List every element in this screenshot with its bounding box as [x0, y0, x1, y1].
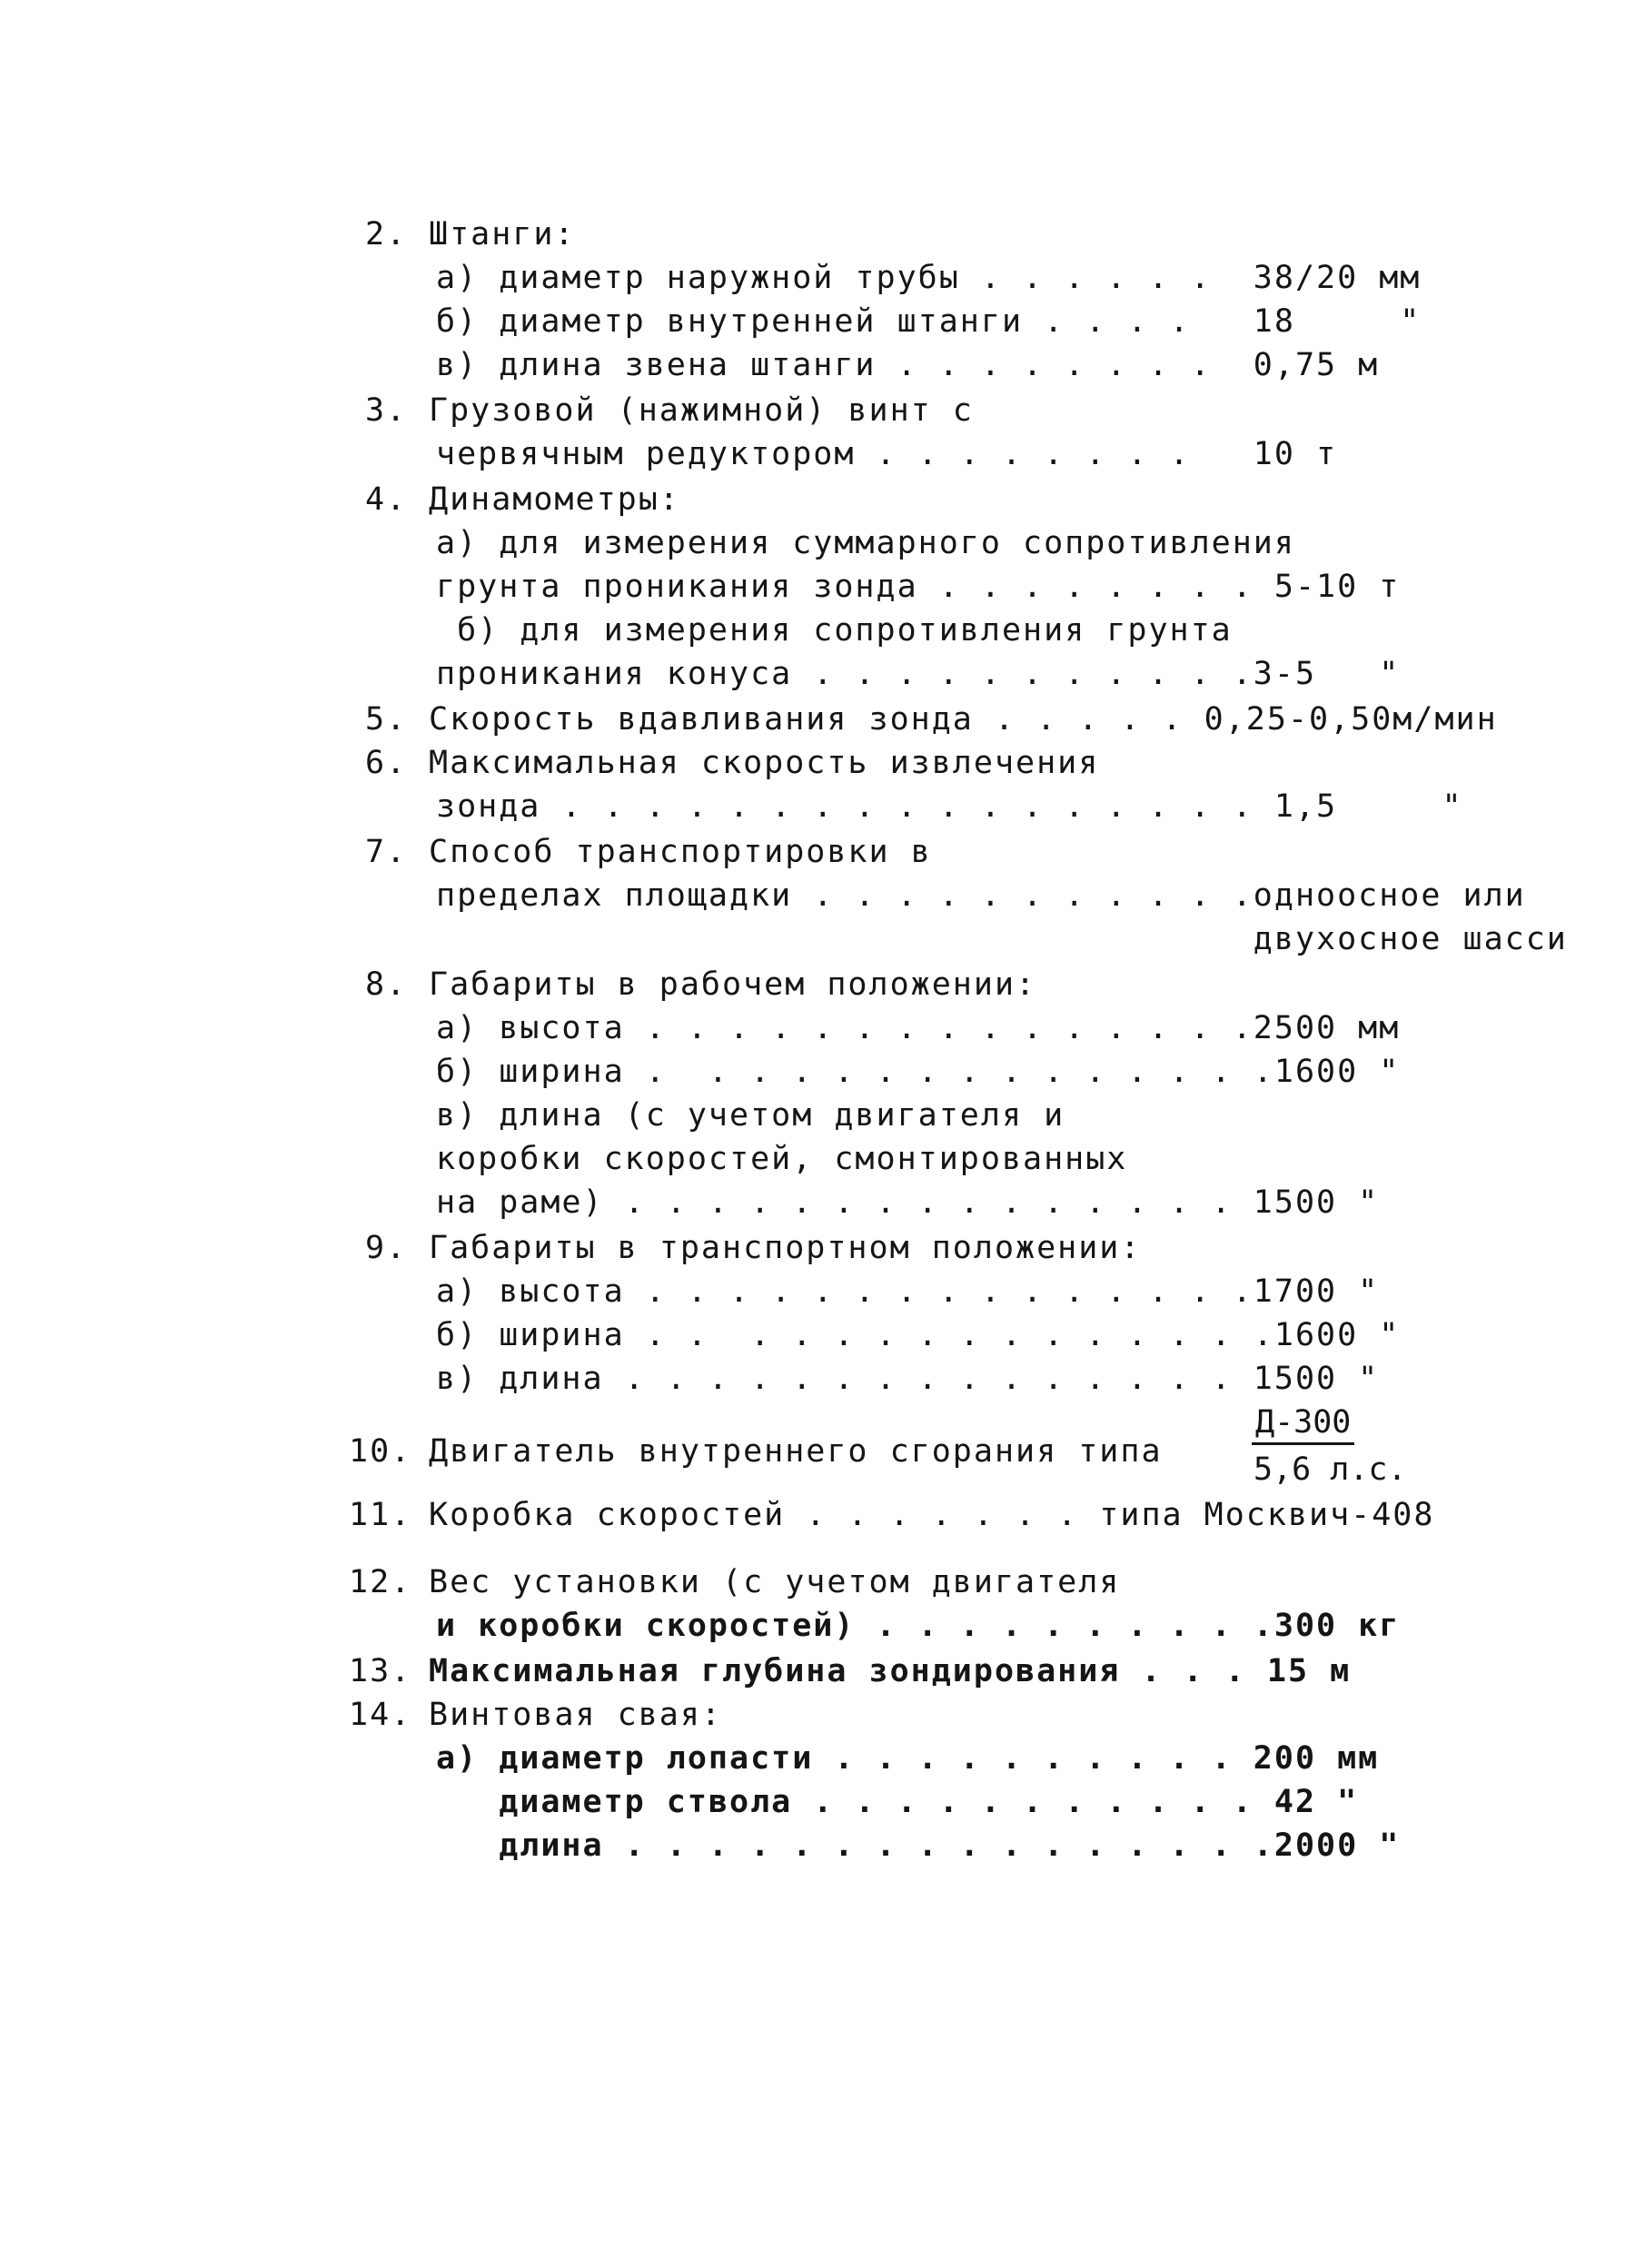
item-number: 6.	[365, 745, 408, 781]
item-number: 10.	[349, 1433, 412, 1470]
item-heading: Габариты в транспортном положении:	[429, 1230, 1142, 1266]
item-number: 5.	[365, 701, 408, 738]
spec-line: зонда . . . . . . . . . . . . . . . . . 1,5 "	[436, 788, 1463, 825]
item-number: 2.	[365, 216, 408, 253]
item-heading: Вес установки (с учетом двигателя	[429, 1564, 1121, 1600]
spec-line: коробки скоростей, смонтированных	[436, 1141, 1128, 1177]
spec-line: а) диаметр наружной трубы . . . . . . 38/20 мм	[436, 260, 1422, 296]
spec-line: проникания конуса . . . . . . . . . . .3-5 "	[436, 656, 1401, 692]
spec-line: а) для измерения суммарного сопротивления	[436, 525, 1295, 561]
spec-line: б) для измерения сопротивления грунта	[436, 612, 1233, 649]
item-heading: Двигатель внутреннего сгорания типа	[429, 1433, 1163, 1470]
spec-line: а) высота . . . . . . . . . . . . . . .2500 мм	[436, 1010, 1401, 1046]
item-heading: Динамометры:	[429, 481, 680, 518]
spec-line: пределах площадки . . . . . . . . . . .одноосное или	[436, 877, 1526, 914]
item-number: 4.	[365, 481, 408, 518]
spec-line: б) ширина . . . . . . . . . . . . . . .1600 "	[436, 1317, 1401, 1353]
spec-line: в) длина . . . . . . . . . . . . . . . 1500 "	[436, 1361, 1380, 1397]
item-number: 13.	[349, 1653, 412, 1689]
spec-line: длина . . . . . . . . . . . . . . . .2000 "	[436, 1827, 1401, 1864]
spec-line: двухосное шасси	[436, 921, 1568, 957]
spec-line: в) длина (с учетом двигателя и	[436, 1097, 1065, 1134]
item-heading: Штанги:	[429, 216, 576, 253]
item-number: 9.	[365, 1230, 408, 1266]
spec-line: грунта проникания зонда . . . . . . . . 5-10 т	[436, 569, 1401, 605]
spec-line: б) ширина . . . . . . . . . . . . . . .1600 "	[436, 1054, 1401, 1090]
item-number: 7.	[365, 834, 408, 870]
engine-type-numerator: Д-300	[1252, 1402, 1354, 1445]
spec-line: и коробки скоростей) . . . . . . . . . .300 кг	[436, 1608, 1401, 1644]
spec-line: а) высота . . . . . . . . . . . . . . .1700 "	[436, 1273, 1380, 1310]
item-number: 8.	[365, 966, 408, 1003]
spec-line: в) длина звена штанги . . . . . . . . 0,75 м	[436, 347, 1380, 383]
item-number: 12.	[349, 1564, 412, 1600]
item-heading: Коробка скоростей . . . . . . . типа Москвич-408	[429, 1497, 1435, 1533]
item-heading: Грузовой (нажимной) винт с	[429, 392, 974, 429]
item-number: 11.	[349, 1497, 412, 1533]
item-heading: Способ транспортировки в	[429, 834, 932, 870]
spec-line: на раме) . . . . . . . . . . . . . . . 1500 "	[436, 1184, 1380, 1221]
spec-line: диаметр ствола . . . . . . . . . . . 42 "	[436, 1784, 1359, 1820]
item-heading: Габариты в рабочем положении:	[429, 966, 1037, 1003]
spec-line: б) диаметр внутренней штанги . . . . 18 "	[436, 303, 1422, 340]
item-heading: Максимальная глубина зондирования . . . 15 м	[429, 1653, 1352, 1689]
item-heading: Винтовая свая:	[429, 1697, 723, 1733]
item-heading: Максимальная скорость извлечения	[429, 745, 1100, 781]
engine-type-denominator: 5,6 л.с.	[1254, 1451, 1407, 1488]
item-number: 14.	[349, 1697, 412, 1733]
spec-line: червячным редуктором . . . . . . . . 10 т	[436, 436, 1338, 472]
spec-line: а) диаметр лопасти . . . . . . . . . . 200 мм	[436, 1740, 1380, 1777]
item-heading: Скорость вдавливания зонда . . . . . 0,25-0,50м/мин	[429, 701, 1498, 738]
item-number: 3.	[365, 392, 408, 429]
